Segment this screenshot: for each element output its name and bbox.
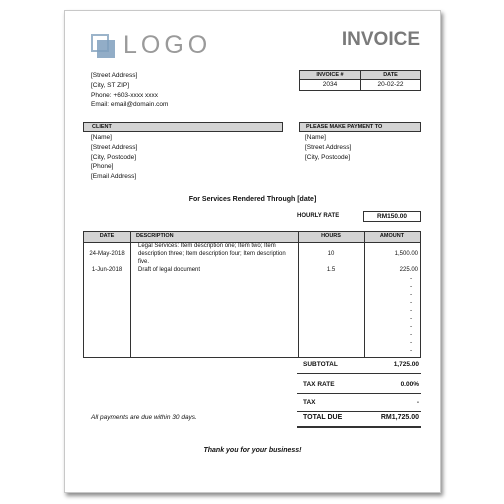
row1-description: Legal Services: Item description one; Item two; Item description three; Item description four; Item description five. [138, 243, 286, 265]
logo-squares-icon [91, 34, 115, 58]
client-name: [Name] [91, 134, 112, 141]
row1-date: 24-May-2018 [89, 251, 125, 257]
col-header-amount: AMOUNT [379, 233, 405, 239]
payment-section [299, 122, 421, 162]
total-due-label: TOTAL DUE [303, 414, 343, 421]
items-table [83, 231, 421, 358]
empty-amount: - [410, 291, 413, 298]
invoice-page [64, 10, 441, 493]
row2-amount: 225.00 [399, 267, 418, 273]
invoice-date-label: DATE [361, 70, 421, 80]
company-city: [City, ST ZIP] [91, 81, 130, 89]
total-due-value: RM1,725.00 [380, 414, 419, 421]
client-section [83, 122, 283, 182]
tax-row [297, 397, 421, 412]
empty-amount: - [410, 315, 413, 322]
row2-date: 1-Jun-2018 [91, 267, 123, 273]
tax-value: - [416, 399, 419, 406]
company-phone: Phone: +603-xxxx xxxx [91, 91, 159, 99]
payment-city: [City, Postcode] [305, 153, 351, 161]
subtotal-row [297, 359, 421, 374]
client-street: [Street Address] [91, 143, 138, 151]
empty-amount: - [410, 275, 413, 282]
payment-header: PLEASE MAKE PAYMENT TO [299, 122, 421, 132]
company-address [91, 71, 168, 110]
invoice-meta [299, 70, 421, 91]
invoice-number-label: INVOICE # [299, 70, 361, 80]
invoice-title: INVOICE [341, 29, 420, 50]
client-city: [City, Postcode] [91, 153, 137, 161]
tax-rate-value: 0.00% [400, 381, 419, 388]
client-email: [Email Address] [91, 173, 137, 181]
payment-street: [Street Address] [305, 143, 352, 151]
col-header-hours: HOURS [321, 233, 341, 239]
tax-rate-label: TAX RATE [303, 381, 335, 388]
row2-hours: 1.5 [326, 267, 336, 273]
hourly-rate-value: RM150.00 [363, 211, 421, 222]
empty-amount: - [410, 347, 413, 354]
company-email: Email: email@domain.com [91, 101, 169, 109]
payment-name: [Name] [305, 134, 326, 141]
empty-amount: - [410, 299, 413, 306]
invoice-date: 20-02-22 [361, 80, 421, 91]
empty-amount: - [410, 331, 413, 338]
row1-amount: 1,500.00 [394, 251, 418, 257]
empty-amount: - [410, 307, 413, 314]
empty-amount: - [410, 283, 413, 290]
services-title: For Services Rendered Through [date] [188, 196, 317, 203]
subtotal-label: SUBTOTAL [303, 361, 338, 368]
company-street: [Street Address] [91, 72, 138, 79]
tax-rate-row [297, 379, 421, 394]
client-header: CLIENT [83, 122, 283, 132]
total-due-row [297, 411, 421, 428]
invoice-number: 2034 [299, 80, 361, 91]
company-logo [91, 31, 211, 60]
row2-description: Draft of legal document [138, 267, 201, 273]
tax-label: TAX [303, 399, 316, 406]
col-header-date: DATE [99, 233, 115, 239]
row1-hours: 10 [327, 251, 335, 257]
payment-terms-note: All payments are due within 30 days. [91, 414, 197, 421]
logo-text: LOGO [123, 31, 212, 59]
empty-amount: - [410, 323, 413, 330]
hourly-rate-label: HOURLY RATE [297, 213, 340, 219]
thank-you-note: Thank you for your business! [203, 447, 302, 454]
subtotal-value: 1,725.00 [393, 361, 419, 368]
col-header-description: DESCRIPTION [136, 233, 174, 239]
client-phone: [Phone] [91, 163, 114, 171]
empty-amount: - [410, 339, 413, 346]
